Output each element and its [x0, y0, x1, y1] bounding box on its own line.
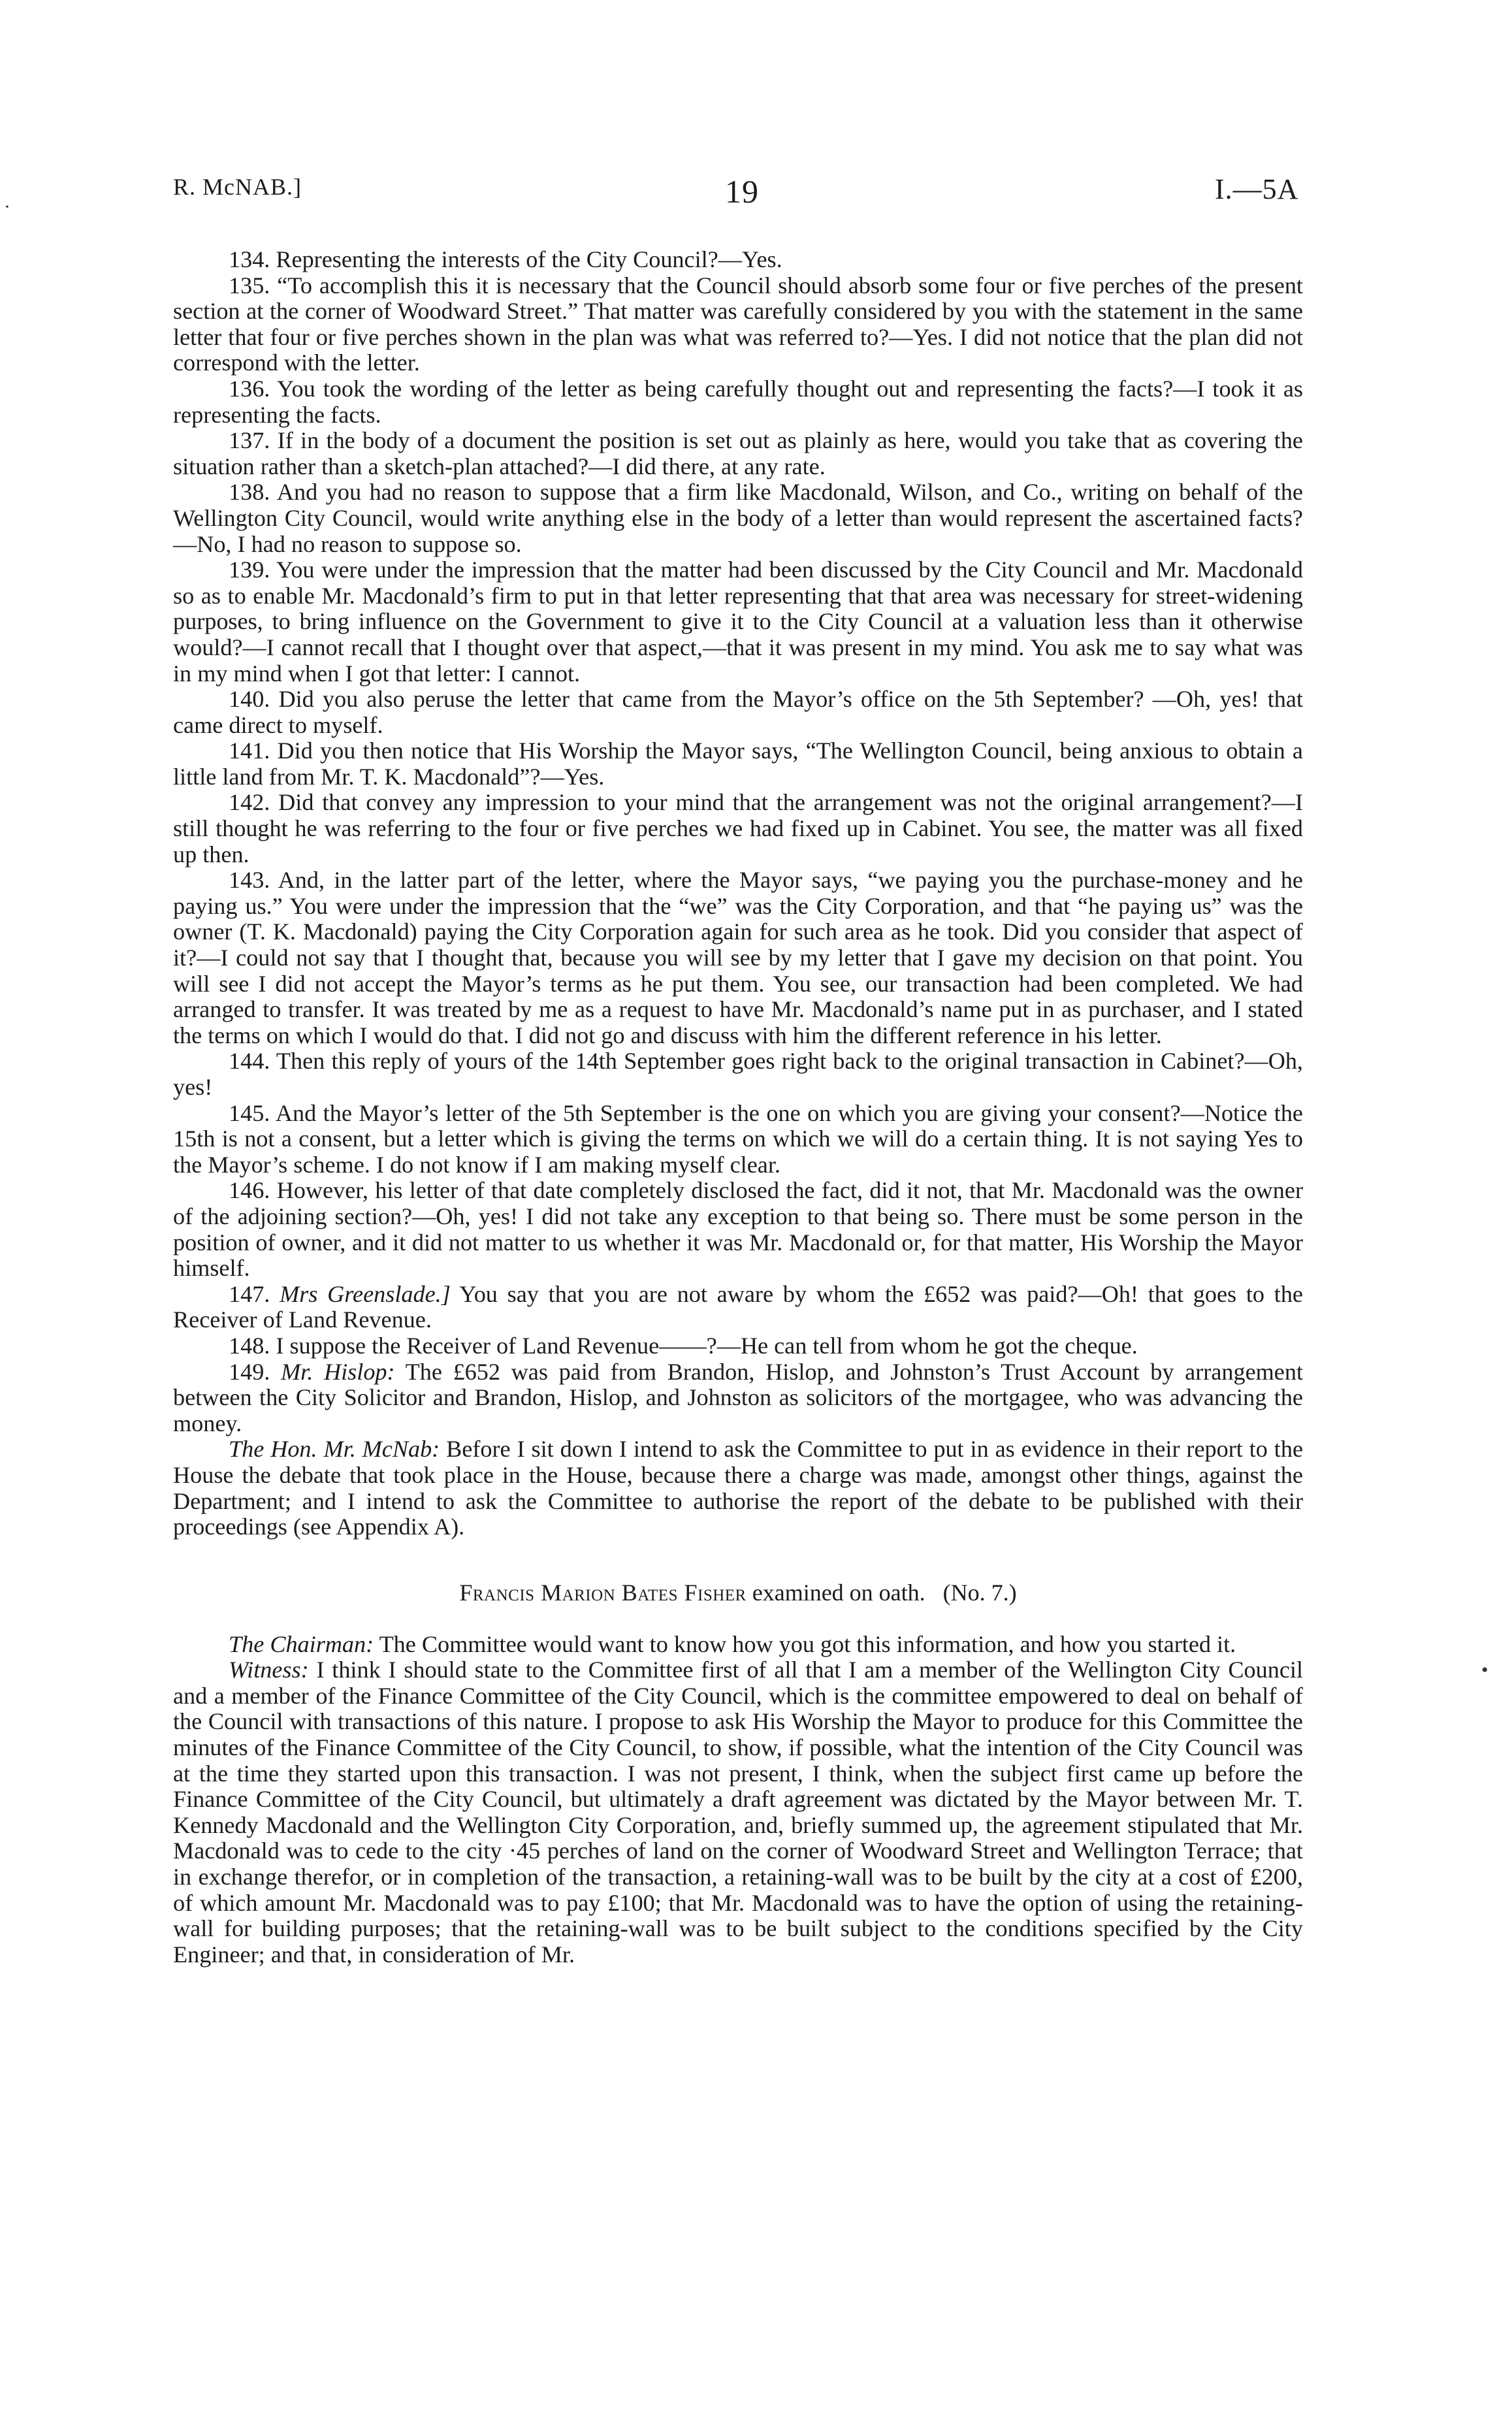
question-number: 141.: [229, 737, 270, 764]
qa-paragraph: [173, 1282, 1303, 1333]
page-body: [173, 247, 1303, 1968]
paragraph-text: Representing the interests of the City Council?—Yes.: [276, 246, 782, 272]
paragraph-text: If in the body of a document the position is set out as plainly as here, would you take that as covering the situation rather than a sketch-plan attached?—I did there, at any rate.: [173, 427, 1303, 479]
qa-paragraph: [173, 1436, 1303, 1540]
paragraph-text: Before I sit down I intend to ask the Committee to put in as evidence in their report to the House the debate that took place in the House, because there a charge was made, amongst other things, against the Department; and I intend to ask the Committee to authorise the report of the debate to be published with their proceedings (see Appendix A).: [173, 1436, 1303, 1540]
paragraph-text: And, in the latter part of the letter, where the Mayor says, “we paying you the purchase-money and he paying us.” You were under the impression that the “we” was the City Corporation, and that “he paying us” was the owner (T. K. Macdonald) paying the City Corporation again for such area as he took. Did you consider that aspect of it?—I could not say that I thought that, because you will see by my letter that I gave my decision on that point. You will see I did not accept the Mayor’s terms as he put them. You see, our transaction had been completed. We had arranged to transfer. It was treated by me as a request to have Mr. Macdonald’s name put in as purchaser, and I stated the terms on which I would do that. I did not go and discuss with him the different reference in his letter.: [173, 867, 1303, 1048]
qa-paragraph: [173, 428, 1303, 479]
paragraph-text: And you had no reason to suppose that a firm like Macdonald, Wilson, and Co., writing on behalf of the Wellington City Council, would write anything else in the body of a letter than would represent the ascertained facts?—No, I had no reason to suppose so.: [173, 479, 1303, 557]
paragraph-text: Did that convey any impression to your mind that the arrangement was not the original arrangement?—I still thought he was referring to the four or five perches we had fixed up in Cabinet. You see, the matter was all fixed up then.: [173, 789, 1303, 867]
qa-paragraph: [173, 1048, 1303, 1100]
margin-mark: ·: [4, 196, 10, 218]
paragraph-text: However, his letter of that date completely disclosed the fact, did it not, that Mr. Macdonald was the owner of the adjoining section?—Oh, yes! I did not take any exception to that being so. There must be some person in the position of owner, and it did not matter to us whether it was Mr. Macdonald or, for that matter, His Worship the Mayor himself.: [173, 1177, 1303, 1282]
question-number: 135.: [229, 272, 270, 299]
qa-paragraph: [173, 376, 1303, 428]
speaker-name: Mr. Hislop:: [281, 1358, 395, 1385]
question-number: 148.: [229, 1332, 270, 1359]
witness-paragraph: [173, 1657, 1303, 1968]
witness-name: Francis Marion Bates Fisher: [459, 1579, 747, 1606]
qa-paragraph: [173, 687, 1303, 738]
paragraph-text: The Committee would want to know how you got this information, and how you started it.: [379, 1630, 1236, 1657]
question-number: 149.: [229, 1358, 270, 1385]
question-number: 138.: [229, 479, 270, 506]
paragraph-text: The £652 was paid from Brandon, Hislop, and Johnston’s Trust Account by arrangement between the City Solicitor and Brandon, Hislop, and Johnston as solicitors of the mortgagee, who was advancing the money.: [173, 1358, 1303, 1436]
qa-paragraph: [173, 247, 1303, 273]
question-number: 146.: [229, 1177, 270, 1204]
witness-paragraph-list: [173, 1632, 1303, 1968]
question-number: 142.: [229, 789, 270, 816]
question-list: [173, 247, 1303, 1540]
paragraph-text: Did you then notice that His Worship the Mayor says, “The Wellington Council, being anxious to obtain a little land from Mr. T. K. Macdonald”?—Yes.: [173, 737, 1303, 790]
paragraph-text: You took the wording of the letter as being carefully thought out and representing the facts?—I took it as representing the facts.: [173, 375, 1303, 428]
qa-paragraph: [173, 1101, 1303, 1178]
witness-paragraph: [173, 1632, 1303, 1658]
paragraph-text: I think I should state to the Committee first of all that I am a member of the Wellington City Council and a member of the Finance Committee of the City Council, which is the committee empowered to deal on behalf of the Council with transactions of this nature. I propose to ask His Worship the Mayor to produce for this Committee the minutes of the Finance Committee of the City Council, to show, if possible, what the intention of the City Council was at the time they started upon this transaction. I was not present, I think, when the subject first came up before the Finance Committee of the City Council, but ultimately a draft agreement was dictated by the Mayor between Mr. T. Kennedy Macdonald and the Wellington City Corporation, and, briefly summed up, the agreement stipulated that Mr. Macdonald was to cede to the city ·45 perches of land on the corner of Woodward Street and Wellington Terrace; that in exchange therefor, or in completion of the transaction, a retaining-wall was to be built by the city at a cost of £200, of which amount Mr. Macdonald was to pay £100; that Mr. Macdonald was to have the option of using the retaining-wall for building purposes; that the retaining-wall was to be built subject to the conditions specified by the City Engineer; and that, in consideration of Mr.: [173, 1657, 1304, 1968]
question-number: 147.: [229, 1280, 270, 1307]
question-number: 145.: [229, 1099, 270, 1126]
question-number: 139.: [229, 557, 270, 583]
question-number: 137.: [229, 427, 270, 454]
paragraph-text: “To accomplish this it is necessary that the Council should absorb some four or five perches of the present section at the corner of Woodward Street.” That matter was carefully considered by you with the statement in the same letter that four or five perches shown in the plan was what was referred to?—Yes. I did not notice that the plan did not correspond with the letter.: [173, 272, 1303, 376]
qa-paragraph: [173, 557, 1303, 687]
speaker-name: The Chairman:: [229, 1630, 374, 1657]
qa-paragraph: [173, 867, 1303, 1048]
heading-rest: examined on oath.: [752, 1579, 925, 1606]
section-heading: [173, 1580, 1303, 1606]
paragraph-text: I suppose the Receiver of Land Revenue——?—He can tell from whom he got the cheque.: [276, 1332, 1138, 1359]
running-header-left: R. McNAB.]: [173, 174, 302, 200]
question-number: 134.: [229, 246, 270, 272]
page-number: 19: [725, 173, 759, 210]
paragraph-text: You say that you are not aware by whom the £652 was paid?—Oh! that goes to the Receiver of Land Revenue.: [173, 1280, 1303, 1333]
qa-paragraph: [173, 790, 1303, 867]
speaker-name: The Hon. Mr. McNab:: [229, 1436, 440, 1463]
witness-number: (No. 7.): [942, 1579, 1017, 1606]
qa-paragraph: [173, 1359, 1303, 1437]
speaker-name: Witness:: [229, 1657, 309, 1683]
margin-dot: •: [1481, 1659, 1488, 1681]
paragraph-text: Then this reply of yours of the 14th September goes right back to the original transaction in Cabinet?—Oh, yes!: [173, 1048, 1303, 1100]
qa-paragraph: [173, 1178, 1303, 1281]
paragraph-text: You were under the impression that the matter had been discussed by the City Council and Mr. Macdonald so as to enable Mr. Macdonald’s firm to put in that letter representing that that area was necessary for street-widening purposes, to bring influence on the Government to give it to the City Council at a valuation less than it otherwise would?—I cannot recall that I thought over that aspect,—that it was present in my mind. You ask me to say what was in my mind when I got that letter: I cannot.: [173, 557, 1303, 687]
qa-paragraph: [173, 738, 1303, 790]
running-header-right: I.—5A: [1215, 173, 1299, 205]
qa-paragraph: [173, 479, 1303, 557]
question-number: 143.: [229, 867, 270, 894]
question-number: 136.: [229, 375, 270, 402]
qa-paragraph: [173, 1333, 1303, 1359]
paragraph-text: And the Mayor’s letter of the 5th September is the one on which you are giving your consent?—Notice the 15th is not a consent, but a letter which is giving the terms on which we will do a certain thing. It is not saying Yes to the Mayor’s scheme. I do not know if I am making myself clear.: [173, 1099, 1303, 1178]
paragraph-text: Did you also peruse the letter that came from the Mayor’s office on the 5th September? —Oh, yes! that came direct to myself.: [173, 686, 1304, 738]
question-number: 140.: [229, 686, 270, 713]
speaker-name: Mrs Greenslade.]: [280, 1280, 451, 1307]
question-number: 144.: [229, 1048, 270, 1075]
qa-paragraph: [173, 273, 1303, 376]
